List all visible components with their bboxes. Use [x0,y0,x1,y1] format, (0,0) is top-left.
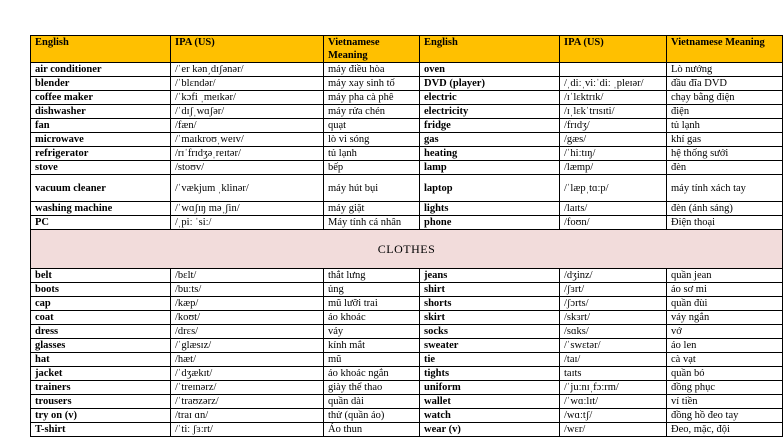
ipa: /ˈwɑːlɪt/ [560,395,667,409]
vietnamese-meaning: điện [667,105,783,119]
vietnamese-meaning: đèn (ánh sáng) [667,202,783,216]
vietnamese-meaning: ví tiền [667,395,783,409]
table-row [31,311,783,325]
english-word: boots [31,283,171,297]
vietnamese-meaning: quần dài [324,395,420,409]
vietnamese-meaning: máy hút bụi [324,175,420,202]
english-word: hat [31,353,171,367]
vietnamese-meaning: thử (quần áo) [324,409,420,423]
english-word: stove [31,161,171,175]
vietnamese-meaning: chạy bằng điện [667,91,783,105]
vietnamese-meaning: máy pha cà phê [324,91,420,105]
vietnamese-meaning: váy [324,325,420,339]
vietnamese-meaning: váy ngắn [667,311,783,325]
ipa: /koʊt/ [171,311,324,325]
english-word: coffee maker [31,91,171,105]
header-ipa: IPA (US) [560,36,667,63]
table-row [31,91,783,105]
vietnamese-meaning: áo sơ mi [667,283,783,297]
ipa: /dʒinz/ [560,269,667,283]
ipa: /sɑks/ [560,325,667,339]
ipa: /ˈdɪʃˌwɑʃər/ [171,105,324,119]
vietnamese-meaning: cà vạt [667,353,783,367]
english-word: sweater [420,339,560,353]
ipa: /hæt/ [171,353,324,367]
vietnamese-meaning: ủng [324,283,420,297]
ipa: /laɪts/ [560,202,667,216]
ipa: /ˈglæsɪz/ [171,339,324,353]
clothes-rows [31,269,783,437]
english-word: wallet [420,395,560,409]
ipa: /ˈkɔfi ˌmeɪkər/ [171,91,324,105]
header-vietnamese-meaning: Vietnamese Meaning [667,36,783,63]
english-word: jacket [31,367,171,381]
english-word: dress [31,325,171,339]
ipa: /wɛr/ [560,423,667,437]
ipa: /fæn/ [171,119,324,133]
table-row [31,63,783,77]
ipa [560,63,667,77]
table-row [31,119,783,133]
table-row [31,409,783,423]
vietnamese-meaning: Áo thun [324,423,420,437]
english-word: laptop [420,175,560,202]
english-word: DVD (player) [420,77,560,91]
vietnamese-meaning: mũ [324,353,420,367]
table-row [31,202,783,216]
english-word: microwave [31,133,171,147]
ipa: /ˈer kən͵dɪʃənər/ [171,63,324,77]
vietnamese-meaning: Điện thoại [667,216,783,230]
english-word: blender [31,77,171,91]
ipa: /ˈjuːnɪˌfɔːrm/ [560,381,667,395]
english-word: glasses [31,339,171,353]
clothes-section [31,230,783,269]
ipa: /ˈlæpˌtɑːp/ [560,175,667,202]
english-word: wear (v) [420,423,560,437]
ipa: /foʊn/ [560,216,667,230]
vietnamese-meaning: đầu đĩa DVD [667,77,783,91]
vietnamese-meaning: áo khoác [324,311,420,325]
ipa: /ˈhiːtɪŋ/ [560,147,667,161]
table-row [31,133,783,147]
table-row [31,353,783,367]
english-word: trousers [31,395,171,409]
vietnamese-meaning: Đeo, mặc, đội [667,423,783,437]
table-row [31,77,783,91]
vietnamese-meaning: máy điều hòa [324,63,420,77]
appliances-rows [31,63,783,230]
vietnamese-meaning: máy giặt [324,202,420,216]
english-word: try on (v) [31,409,171,423]
table-header [31,36,783,63]
vietnamese-meaning: Lò nướng [667,63,783,77]
vietnamese-meaning: quạt [324,119,420,133]
english-word: watch [420,409,560,423]
vietnamese-meaning: quần đùi [667,297,783,311]
english-word: socks [420,325,560,339]
english-word: shirt [420,283,560,297]
header-ipa: IPA (US) [171,36,324,63]
table-row [31,175,783,202]
english-word: skirt [420,311,560,325]
ipa: /ˈblɛndər/ [171,77,324,91]
vietnamese-meaning: lò vi sóng [324,133,420,147]
vietnamese-meaning: áo khoác ngắn [324,367,420,381]
vietnamese-meaning: vớ [667,325,783,339]
vietnamese-meaning: máy tính xách tay [667,175,783,202]
english-word: shorts [420,297,560,311]
english-word: trainers [31,381,171,395]
vietnamese-meaning: đèn [667,161,783,175]
vietnamese-meaning: đồng phục [667,381,783,395]
vietnamese-meaning: Máy tính cá nhân [324,216,420,230]
english-word: dishwasher [31,105,171,119]
vietnamese-meaning: thắt lưng [324,269,420,283]
english-word: lights [420,202,560,216]
vietnamese-meaning: máy rửa chén [324,105,420,119]
table-row [31,423,783,437]
ipa: /ˈtreɪnərz/ [171,381,324,395]
english-word: vacuum cleaner [31,175,171,202]
english-word: refrigerator [31,147,171,161]
english-word: oven [420,63,560,77]
english-word: jeans [420,269,560,283]
vietnamese-meaning: khí gas [667,133,783,147]
ipa: /ˈvækjum ˌklinər/ [171,175,324,202]
vietnamese-meaning: giày thể thao [324,381,420,395]
table-row [31,381,783,395]
ipa: /ˌpiː ˈsiː/ [171,216,324,230]
ipa: /ˌdiːˌviːˈdiː ˌpleɪər/ [560,77,667,91]
header-row [31,36,783,63]
table-row [31,395,783,409]
english-word: gas [420,133,560,147]
ipa: /skɜrt/ [560,311,667,325]
ipa: /ˈwɑʃɪŋ məˌʃin/ [171,202,324,216]
vietnamese-meaning: kính mắt [324,339,420,353]
english-word: PC [31,216,171,230]
section-row [31,230,783,269]
english-word: tie [420,353,560,367]
english-word: washing machine [31,202,171,216]
ipa: /ˈmaɪkroʊˌweɪv/ [171,133,324,147]
table-row [31,297,783,311]
table-row [31,339,783,353]
vietnamese-meaning: đồng hồ đeo tay [667,409,783,423]
english-word: lamp [420,161,560,175]
english-word: fan [31,119,171,133]
english-word: phone [420,216,560,230]
ipa: /ɪˌlɛkˈtrɪsɪti/ [560,105,667,119]
section-title: CLOTHES [31,230,783,269]
ipa: /ˈswɛtər/ [560,339,667,353]
ipa: /ˈtraʊzərz/ [171,395,324,409]
ipa: /traɪ ɑn/ [171,409,324,423]
english-word: fridge [420,119,560,133]
english-word: uniform [420,381,560,395]
header-english: English [420,36,560,63]
vocabulary-table [30,35,783,437]
ipa: /bɛlt/ [171,269,324,283]
ipa: /ˈtiː ʃɜːrt/ [171,423,324,437]
ipa: /taɪ/ [560,353,667,367]
vietnamese-meaning: bếp [324,161,420,175]
table-row [31,161,783,175]
english-word: heating [420,147,560,161]
ipa: /buːts/ [171,283,324,297]
english-word: electricity [420,105,560,119]
ipa: /wɑːtʃ/ [560,409,667,423]
ipa: taɪts [560,367,667,381]
table-row [31,147,783,161]
english-word: T-shirt [31,423,171,437]
english-word: cap [31,297,171,311]
vietnamese-meaning: hệ thống sưởi [667,147,783,161]
header-english: English [31,36,171,63]
ipa: /ʃɜrt/ [560,283,667,297]
english-word: belt [31,269,171,283]
vietnamese-meaning: quần bó [667,367,783,381]
table-row [31,283,783,297]
vietnamese-meaning: áo len [667,339,783,353]
ipa: /stoʊv/ [171,161,324,175]
table-row [31,269,783,283]
ipa: /læmp/ [560,161,667,175]
ipa: /ʃɔrts/ [560,297,667,311]
vietnamese-meaning: mũ lưỡi trai [324,297,420,311]
table-row [31,325,783,339]
english-word: electric [420,91,560,105]
table-row [31,216,783,230]
vietnamese-meaning: tủ lạnh [324,147,420,161]
english-word: tights [420,367,560,381]
ipa: /frɪdʒ/ [560,119,667,133]
vietnamese-meaning: quần jean [667,269,783,283]
table-row [31,367,783,381]
table-row [31,105,783,119]
vietnamese-meaning: máy xay sinh tố [324,77,420,91]
english-word: coat [31,311,171,325]
ipa: /gæs/ [560,133,667,147]
english-word: air conditioner [31,63,171,77]
header-vietnamese-meaning: Vietnamese Meaning [324,36,420,63]
ipa: /rɪˈfrɪdʒəˌreɪtər/ [171,147,324,161]
ipa: /kæp/ [171,297,324,311]
ipa: /ˈdʒækɪt/ [171,367,324,381]
ipa: /drɛs/ [171,325,324,339]
vietnamese-meaning: tủ lạnh [667,119,783,133]
ipa: /ɪˈlɛktrɪk/ [560,91,667,105]
